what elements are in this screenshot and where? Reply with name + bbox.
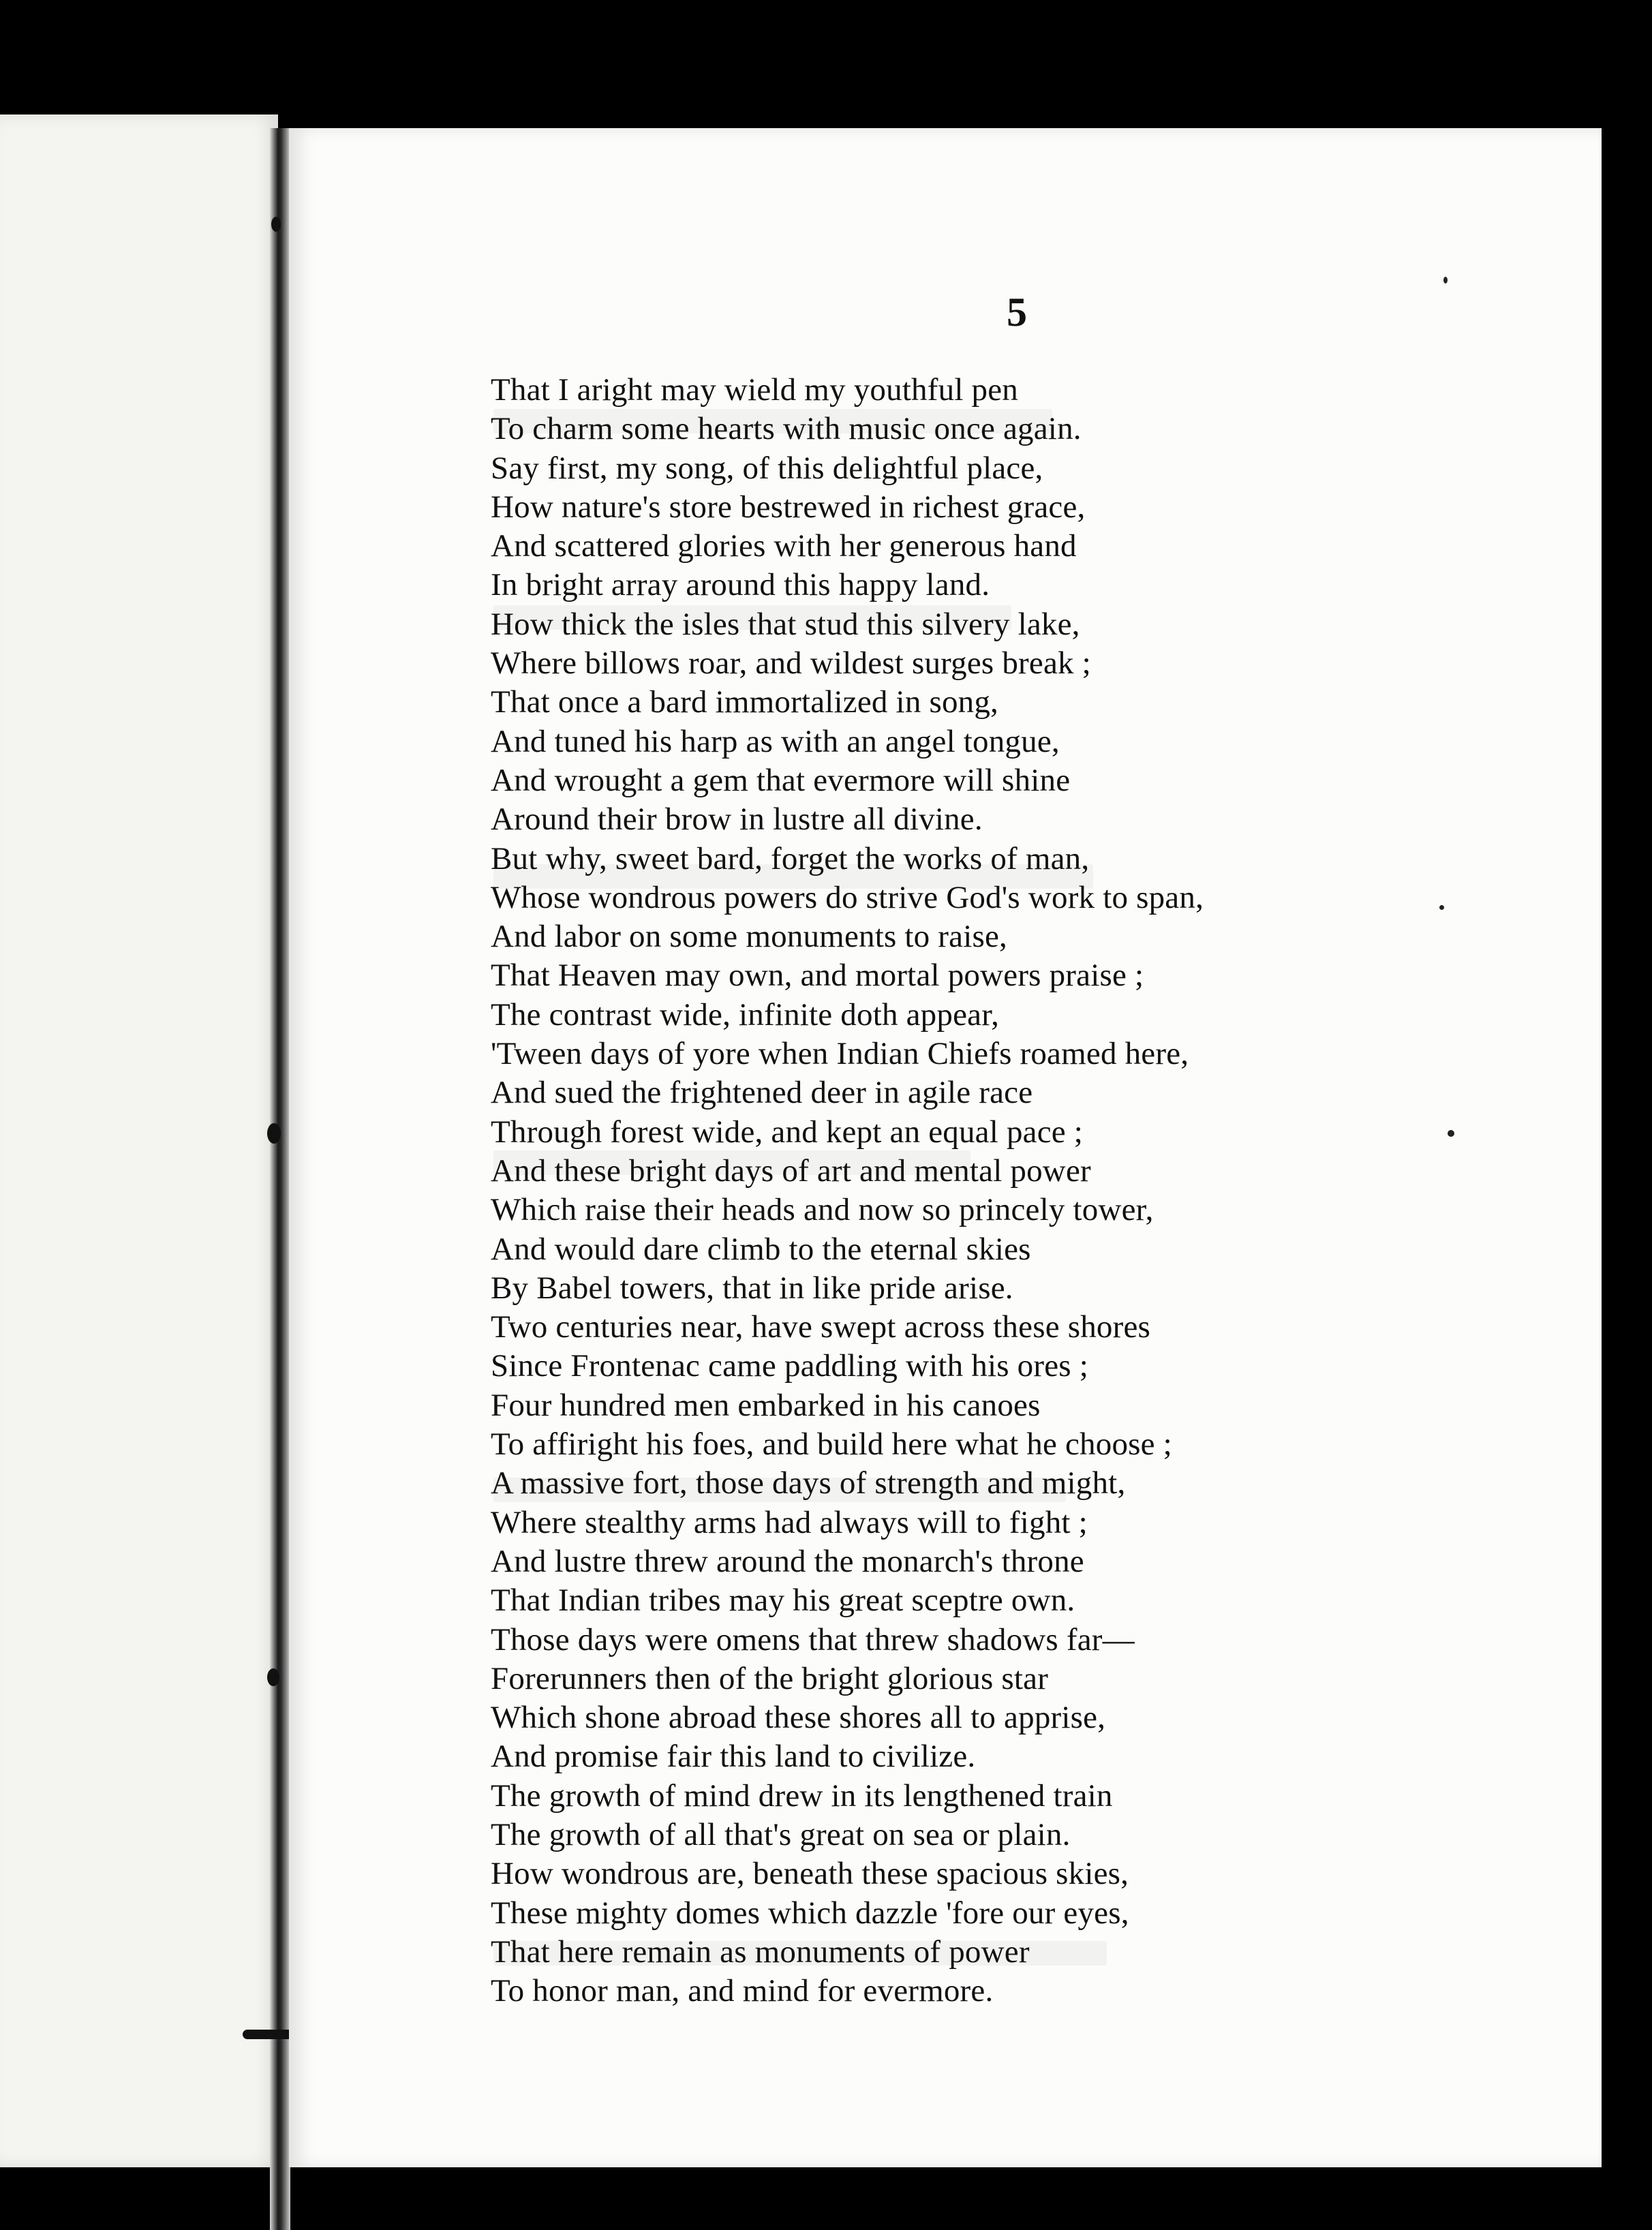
poem-line: Whose wondrous powers do strive God's work to span, (491, 879, 1204, 915)
binding-mark (271, 217, 281, 232)
left-facing-page (0, 114, 278, 2167)
binding-mark (267, 1123, 281, 1144)
book-page (289, 128, 1602, 2167)
poem-line: A massive fort, those days of strength and might, (491, 1465, 1126, 1501)
poem-line: To charm some hearts with music once again. (491, 411, 1082, 447)
poem-line: How wondrous are, beneath these spacious skies, (491, 1856, 1129, 1892)
poem-line: Around their brow in lustre all divine. (491, 801, 983, 838)
poem-line: Which raise their heads and now so princely tower, (491, 1192, 1154, 1228)
ink-speck (1443, 277, 1448, 284)
poem-line: In bright array around this happy land. (491, 567, 990, 603)
poem-line: That Heaven may own, and mortal powers praise ; (491, 958, 1144, 994)
poem-line: Four hundred men embarked in his canoes (491, 1387, 1041, 1423)
poem-line: By Babel towers, that in like pride arise. (491, 1270, 1013, 1306)
poem-line: To honor man, and mind for evermore. (491, 1973, 994, 2009)
poem-line: Since Frontenac came paddling with his ores ; (491, 1348, 1088, 1384)
poem-line: The growth of all that's great on sea or plain. (491, 1816, 1071, 1852)
book-gutter (270, 128, 290, 2230)
poem-line: Where billows roar, and wildest surges break ; (491, 645, 1091, 682)
poem-line: And scattered glories with her generous hand (491, 528, 1077, 564)
poem-line: How nature's store bestrewed in richest grace, (491, 489, 1086, 525)
poem-line: To affiright his foes, and build here what he choose ; (491, 1426, 1172, 1463)
poem-line: And tuned his harp as with an angel tongue, (491, 723, 1060, 759)
poem-line: Through forest wide, and kept an equal pace ; (491, 1114, 1084, 1150)
poem-line: 'Tween days of yore when Indian Chiefs roamed here, (491, 1036, 1189, 1072)
poem-line: And sued the frightened deer in agile race (491, 1075, 1033, 1111)
poem-line: The contrast wide, infinite doth appear, (491, 996, 1000, 1033)
poem-line: How thick the isles that stud this silvery lake, (491, 606, 1080, 642)
poem-line: The growth of mind drew in its lengthened train (491, 1777, 1113, 1814)
poem-line: And lustre threw around the monarch's throne (491, 1543, 1084, 1579)
poem-line: And would dare climb to the eternal skies (491, 1231, 1031, 1267)
poem-line: Which shone abroad these shores all to apprise, (491, 1700, 1106, 1736)
poem-line: And these bright days of art and mental power (491, 1152, 1091, 1189)
page-number: 5 (1007, 290, 1027, 335)
poem-line: Say first, my song, of this delightful place, (491, 450, 1043, 486)
poem-line: Those days were omens that threw shadows far— (491, 1621, 1135, 1658)
poem-line: That here remain as monuments of power (491, 1934, 1030, 1970)
poem-line: And wrought a gem that evermore will shine (491, 762, 1071, 798)
poem-line: Where stealthy arms had always will to fight ; (491, 1504, 1088, 1540)
poem-line: That Indian tribes may his great sceptre own. (491, 1583, 1075, 1619)
poem-line: Forerunners then of the bright glorious star (491, 1660, 1049, 1696)
ink-speck (1448, 1130, 1454, 1137)
poem-line: But why, sweet bard, forget the works of man, (491, 840, 1090, 876)
binding-mark (267, 1668, 279, 1686)
poem-line: And labor on some monuments to raise, (491, 919, 1007, 955)
poem-line: And promise fair this land to civilize. (491, 1739, 976, 1775)
poem-line: Two centuries near, have swept across these shores (491, 1309, 1150, 1345)
poem-line: That I aright may wield my youthful pen (491, 372, 1018, 408)
poem-line: These mighty domes which dazzle 'fore our eyes, (491, 1895, 1129, 1931)
ink-speck (1439, 905, 1444, 910)
poem-line: That once a bard immortalized in song, (491, 684, 999, 720)
poem-body (491, 371, 1581, 2011)
